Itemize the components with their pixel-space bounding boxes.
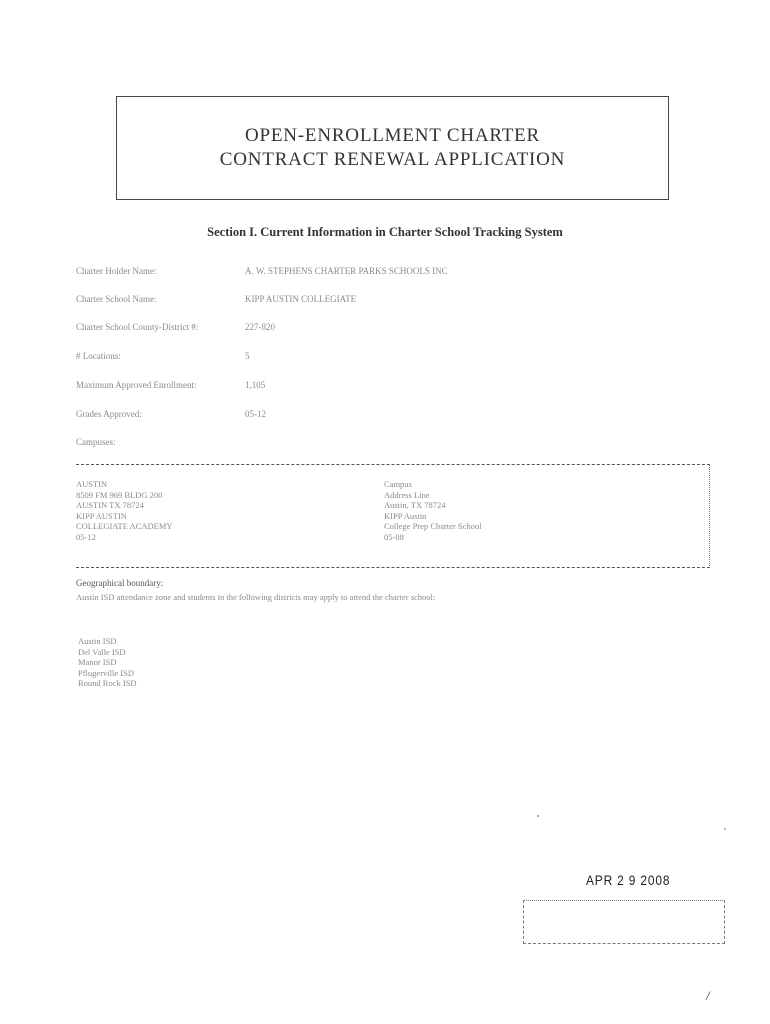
field-value-charter-holder: A. W. STEPHENS CHARTER PARKS SCHOOLS INC — [245, 266, 448, 276]
field-value-locations: 5 — [245, 351, 250, 361]
campus-line: Austin, TX 78724 — [384, 500, 446, 510]
district-item: Round Rock ISD — [78, 678, 137, 688]
campus-column-right — [384, 479, 482, 542]
scan-speck — [724, 828, 726, 830]
field-label-charter-holder: Charter Holder Name: — [76, 266, 157, 276]
field-value-max-enrollment: 1,105 — [245, 380, 266, 390]
campus-line: 05-08 — [384, 531, 404, 542]
campus-line: KIPP AUSTIN — [76, 510, 127, 521]
document-title-line-1: OPEN-ENROLLMENT CHARTER — [244, 125, 541, 146]
field-label-county-district: Charter School County-District #: — [76, 322, 199, 332]
field-label-max-enrollment: Maximum Approved Enrollment: — [76, 380, 197, 390]
field-value-county-district: 227-820 — [245, 322, 275, 332]
campus-line: KIPP Austin — [384, 510, 427, 521]
campus-line: AUSTIN TX 78724 — [76, 500, 144, 510]
campus-line: AUSTIN — [76, 479, 108, 489]
campus-line: Campus — [384, 479, 412, 489]
field-label-grades: Grades Approved: — [76, 409, 142, 419]
title-box — [116, 96, 669, 200]
district-item: Austin ISD — [78, 636, 117, 646]
stamp-box — [523, 900, 725, 944]
geographic-boundary-heading: Geographical boundary: — [76, 578, 164, 588]
campus-line: COLLEGIATE ACADEMY — [76, 521, 173, 531]
scan-speck — [537, 815, 539, 817]
campus-line: 8509 FM 969 BLDG 200 — [76, 489, 163, 500]
field-label-school-name: Charter School Name: — [76, 294, 157, 304]
field-label-locations: # Locations: — [76, 351, 121, 361]
district-list — [78, 636, 137, 689]
received-date-stamp: APR 2 9 2008 — [586, 872, 671, 888]
campus-column-left — [76, 479, 173, 542]
campus-locations-box — [76, 464, 710, 568]
campus-line: College Prep Charter School — [384, 521, 482, 531]
document-title-line-2: CONTRACT RENEWAL APPLICATION — [219, 149, 566, 170]
geographic-boundary-text: Austin ISD attendance zone and students in the following districts may apply to attend the charter school: — [76, 592, 436, 602]
campus-line: 05-12 — [76, 531, 96, 542]
campus-line: Address Line — [384, 489, 430, 500]
field-value-school-name: KIPP AUSTIN COLLEGIATE — [245, 294, 357, 304]
section-heading: Section I. Current Information in Charter School Tracking System — [207, 225, 563, 239]
district-item: Manor ISD — [78, 657, 117, 667]
field-label-campuses: Campuses: — [76, 437, 116, 447]
district-item: Del Valle ISD — [78, 646, 126, 657]
page-mark: / — [706, 988, 710, 1003]
district-item: Pflugerville ISD — [78, 667, 134, 678]
field-value-grades: 05-12 — [245, 409, 266, 419]
